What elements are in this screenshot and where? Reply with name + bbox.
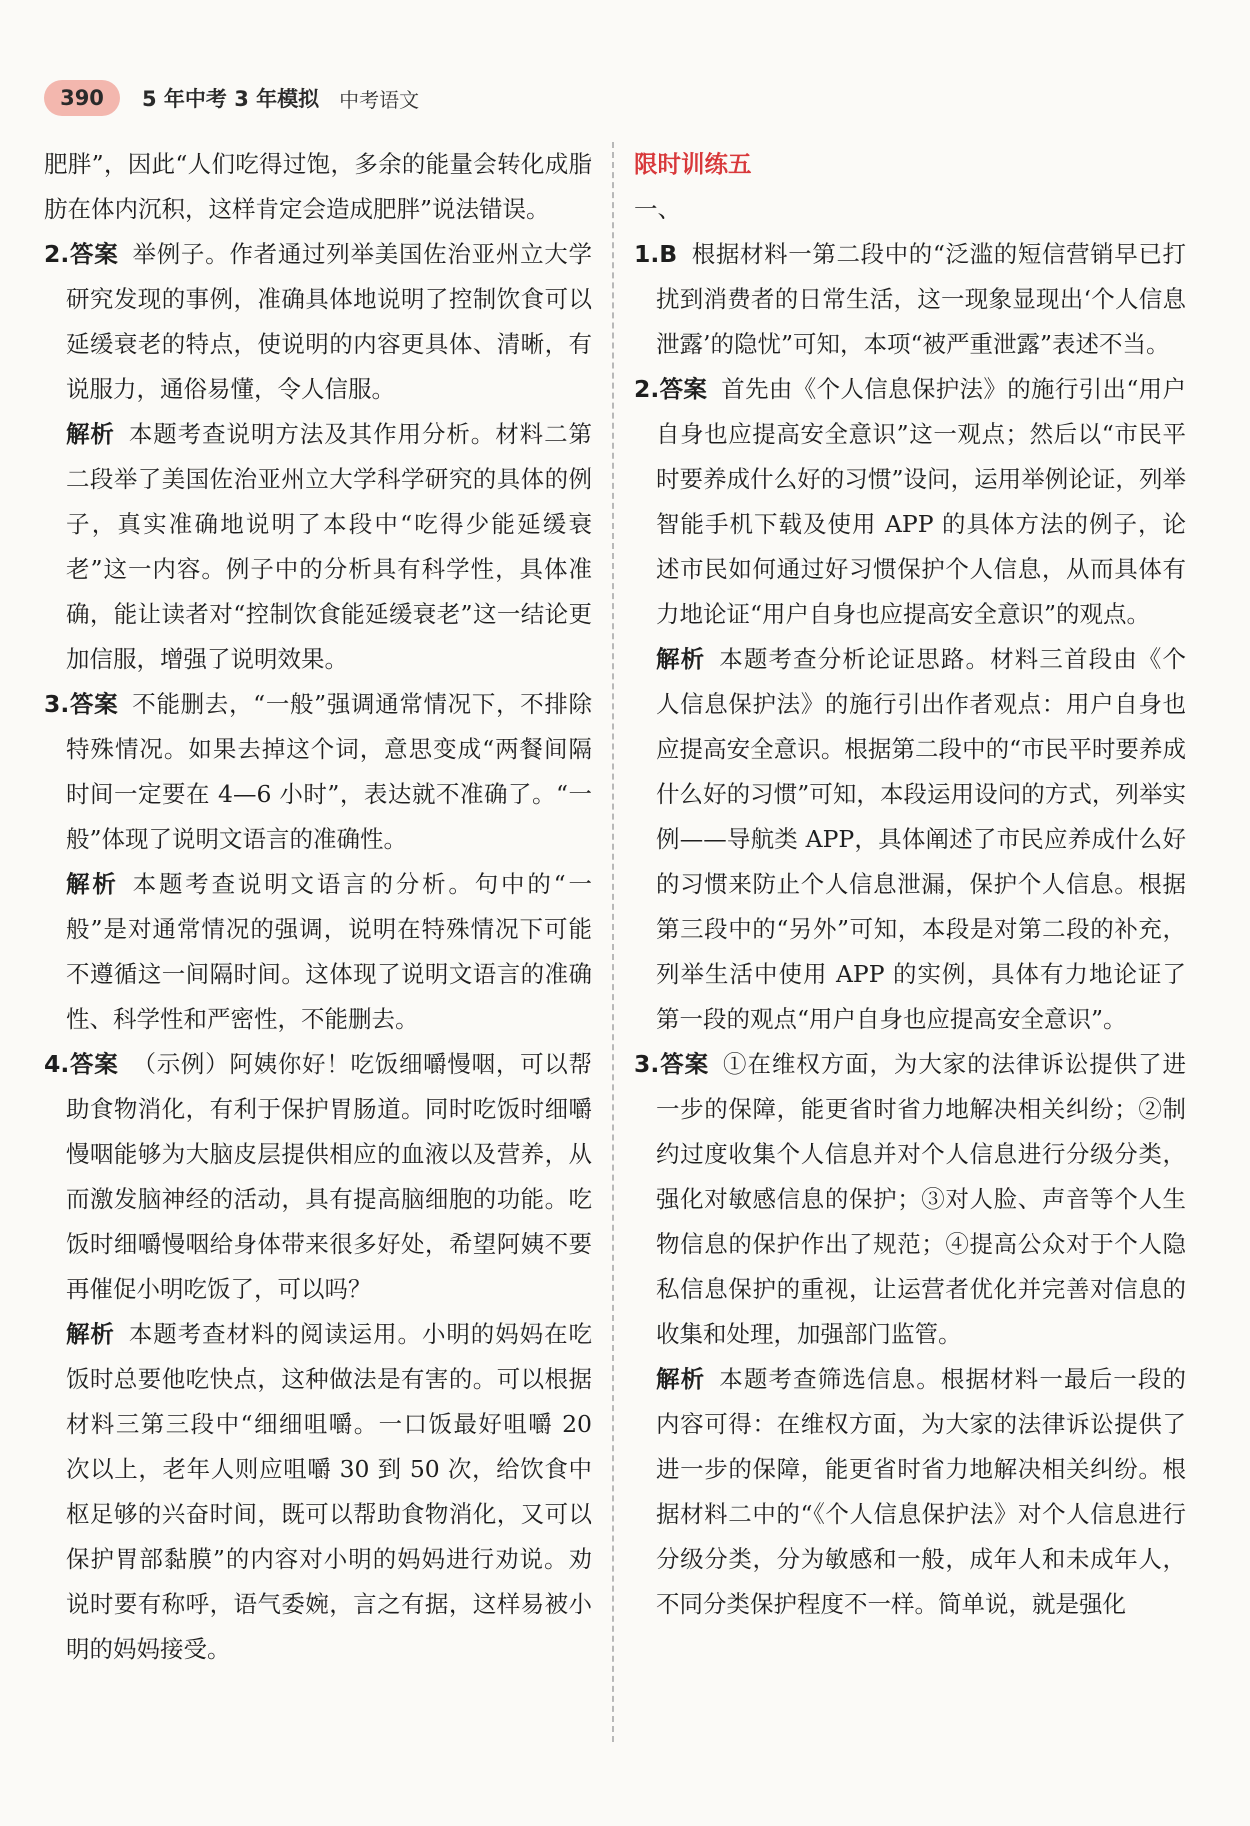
- page-header: [44, 78, 419, 118]
- q3-answer: 3.答案 不能删去，“一般”强调通常情况下，不排除特殊情况。如果去掉这个词，意思变成“两餐间隔时间一定要在 4—6 小时”，表达就不准确了。“一般”体现了说明文语言的准确性。: [44, 690, 593, 853]
- column-divider: [612, 142, 614, 1742]
- book-subject: 中考语文: [339, 87, 420, 112]
- continuation-text: 肥胖”，因此“人们吃得过饱，多余的能量会转化成脂肪在体内沉积，这样肯定会造成肥胖”说法错误。: [44, 150, 592, 223]
- left-column: [44, 142, 592, 1672]
- q4-answer: 4.答案 （示例）阿姨你好！吃饭细嚼慢咽，可以帮助食物消化，有利于保护胃肠道。同时吃饭时细嚼慢咽能够为大脑皮层提供相应的血液以及营养，从而激发脑神经的活动，具有提高脑细胞的功能。吃饭时细嚼慢咽给身体带来很多好处，希望阿姨不要再催促小明吃饭了，可以吗？: [44, 1050, 593, 1303]
- right-column: [634, 142, 1186, 1627]
- r-q2-analysis: 解析 本题考查分析论证思路。材料三首段由《个人信息保护法》的施行引出作者观点：用户自身也应提高安全意识。根据第二段中的“市民平时要养成什么好的习惯”可知，本段运用设问的方式，列举实例——导航类 APP，具体阐述了市民应养成什么好的习惯来防止个人信息泄漏，保护个人信息。根据第三段中的“另外”可知，本段是对第二段的补充，列举生活中使用 APP 的实例，具体有力地论证了第一段的观点“用户自身也应提高安全意识”。: [656, 645, 1186, 1033]
- r-q1: 1.B 根据材料一第二段中的“泛滥的短信营销早已打扰到消费者的日常生活，这一现象显现出‘个人信息泄露’的隐忧”可知，本项“被严重泄露”表述不当。: [634, 240, 1186, 358]
- book-title: 5 年中考 3 年模拟: [142, 87, 320, 111]
- q4-analysis: 解析 本题考查材料的阅读运用。小明的妈妈在吃饭时总要他吃快点，这种做法是有害的。可以根据材料三第三段中“细细咀嚼。一口饭最好咀嚼 20 次以上，老年人则应咀嚼 30 到 50 次，给饮食中枢足够的兴奋时间，既可以帮助食物消化，又可以保护胃部黏膜”的内容对小明的妈妈进行劝说。劝说时要有称呼，语气委婉，言之有据，这样易被小明的妈妈接受。: [66, 1320, 593, 1663]
- section-title: 限时训练五: [634, 150, 752, 178]
- page-number-badge: 390: [44, 80, 120, 116]
- r-q3-answer: 3.答案 ①在维权方面，为大家的法律诉讼提供了进一步的保障，能更省时省力地解决相关纠纷；②制约过度收集个人信息并对个人信息进行分级分类，强化对敏感信息的保护；③对人脸、声音等个人生物信息的保护作出了规范；④提高公众对于个人隐私信息保护的重视，让运营者优化并完善对信息的收集和处理，加强部门监管。: [634, 1050, 1187, 1348]
- part-label: 一、: [634, 195, 681, 223]
- q3-analysis: 解析 本题考查说明文语言的分析。句中的“一般”是对通常情况的强调，说明在特殊情况下可能不遵循这一间隔时间。这体现了说明文语言的准确性、科学性和严密性，不能删去。: [66, 870, 593, 1033]
- r-q2-answer: 2.答案 首先由《个人信息保护法》的施行引出“用户自身也应提高安全意识”这一观点；然后以“市民平时要养成什么好的习惯”设问，运用举例论证，列举智能手机下载及使用 APP 的具体方法的例子，论述市民如何通过好习惯保护个人信息，从而具体有力地论证“用户自身也应提高安全意识”的观点。: [634, 375, 1186, 628]
- q2-answer: 2.答案 举例子。作者通过列举美国佐治亚州立大学研究发现的事例，准确具体地说明了控制饮食可以延缓衰老的特点，使说明的内容更具体、清晰，有说服力，通俗易懂，令人信服。: [44, 240, 593, 403]
- r-q3-analysis: 解析 本题考查筛选信息。根据材料一最后一段的内容可得：在维权方面，为大家的法律诉讼提供了进一步的保障，能更省时省力地解决相关纠纷。根据材料二中的“《个人信息保护法》对个人信息进行分级分类，分为敏感和一般，成年人和未成年人，不同分类保护程度不一样。简单说，就是强化: [656, 1365, 1186, 1618]
- q2-analysis: 解析 本题考查说明方法及其作用分析。材料二第二段举了美国佐治亚州立大学科学研究的具体的例子，真实准确地说明了本段中“吃得少能延缓衰老”这一内容。例子中的分析具有科学性，具体准确，能让读者对“控制饮食能延缓衰老”这一结论更加信服，增强了说明效果。: [66, 420, 593, 673]
